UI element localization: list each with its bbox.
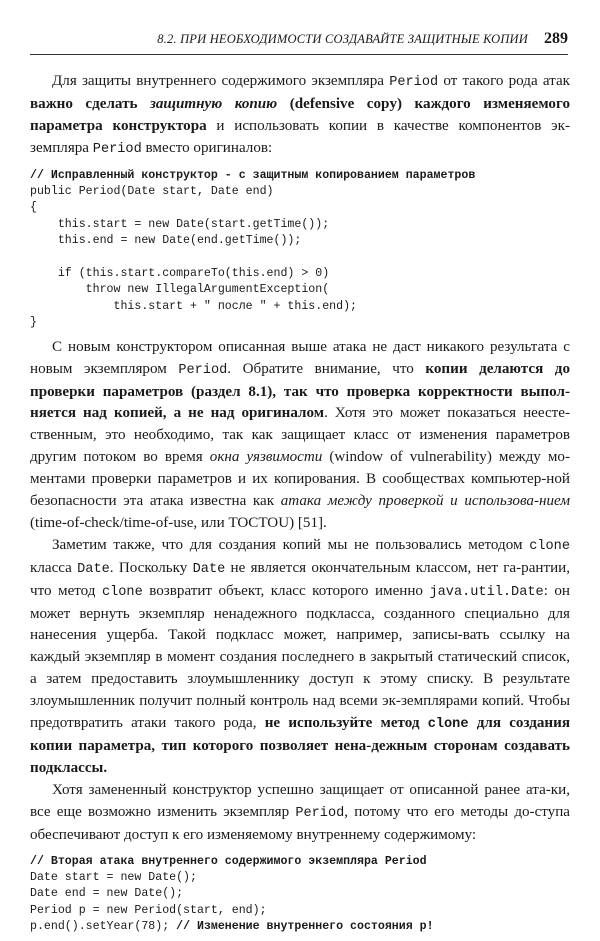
code-listing-2 bbox=[30, 854, 570, 936]
code-line: } bbox=[30, 316, 37, 330]
inline-code: Date bbox=[192, 561, 226, 577]
code-line: this.start + " после " + this.end); bbox=[30, 299, 357, 313]
inline-code: Period bbox=[92, 141, 142, 157]
bold-text: копии делаются до проверки параметров (раздел 8.1), так что проверка корректности выпол-няется над копией, а не над оригиналом bbox=[30, 360, 570, 422]
code-line: this.end = new Date(end.getTime()); bbox=[30, 234, 302, 248]
running-header bbox=[30, 30, 568, 56]
page-body bbox=[30, 71, 570, 941]
paragraph-1: Для защиты внутреннего содержимого экземпляра Period от такого рода атак важно сделать защитную копию (defensive copy) каждого изменяемого параметра конструктора и использовать копии в качестве компонентов эк-земпляра Period вместо оригиналов: bbox=[30, 73, 570, 157]
code-line: { bbox=[30, 201, 37, 215]
code-listing-1 bbox=[30, 168, 570, 332]
code-line: public Period(Date start, Date end) bbox=[30, 185, 274, 199]
chapter-section-title: 8.2. ПРИ НЕОБХОДИМОСТИ СОЗДАВАЙТЕ ЗАЩИТНЫЕ КОПИИ bbox=[157, 32, 528, 46]
code-line: Date start = new Date(); bbox=[30, 870, 197, 884]
page-number: 289 bbox=[544, 30, 568, 47]
code-comment: // Изменение внутреннего состояния p! bbox=[176, 920, 434, 934]
inline-code: clone bbox=[101, 584, 143, 600]
italic-term: окна уязвимости bbox=[209, 449, 323, 466]
inline-code: Period bbox=[295, 805, 345, 821]
inline-code: Period bbox=[178, 362, 228, 378]
header-rule bbox=[30, 54, 568, 55]
code-comment: // Вторая атака внутреннего содержимого экземпляра Period bbox=[30, 854, 427, 868]
inline-code: clone bbox=[529, 538, 570, 554]
code-line: p.end().setYear(78); bbox=[30, 920, 177, 934]
code-line: Period p = new Period(start, end); bbox=[30, 903, 267, 917]
code-line: Date end = new Date(); bbox=[30, 887, 184, 901]
code-line: if (this.start.compareTo(this.end) > 0) bbox=[30, 267, 330, 281]
inline-code: java.util.Date bbox=[429, 584, 544, 600]
code-line: throw new IllegalArgumentException( bbox=[30, 283, 330, 297]
inline-code: Period bbox=[389, 75, 439, 90]
paragraph-2: С новым конструктором описанная выше атака не даст никакого результата с новым экземпляром Period. Обратите внимание, что копии делаются до проверки параметров (раздел 8.1), так что проверка корректности выпол-няется над копией, а не над оригиналом. Хотя это может показаться неесте-ственным, это необходимо, так как защищает класс от изменения параметров другим потоком во время окна уязвимости (window of vulnerability) между мо-ментами проверки параметров и их копирования. В сообществах компьютер-ной безопасности эта атака известна как атака между проверкой и использова-нием (time-of-check/time-of-use, или TOCTOU) [51]. bbox=[30, 338, 570, 531]
inline-code: Date bbox=[77, 561, 110, 577]
paragraph-3: Заметим также, что для создания копий мы не пользовались методом clone класса Date. Поскольку Date не является окончательным классом, нет га-рантии, что метод clone возвратит объект, класс которого именно java.util.Date: он может вернуть экземпляр ненадежного подкласса, созданного специально для нанесения ущерба. Такой подкласс может, например, записы-вать ссылку на каждый экземпляр в момент создания последнего в закрытый статический список, а затем предоставить злоумышленнику доступ к этому списку. В результате злоумышленник получит полный контроль над всеми эк-земплярами копий. Чтобы предотвратить атаки такого рода, не используйте метод clone для создания копии параметра, тип которого позволяет нена-дежным сторонам создавать подклассы. bbox=[30, 536, 571, 776]
code-comment: // Исправленный конструктор - с защитным копированием параметров bbox=[30, 168, 476, 182]
bold-text: не используйте метод clone для создания копии параметра, тип которого позволяет нена-дежным сторонам создавать подклассы. bbox=[30, 715, 570, 776]
code-line: this.start = new Date(start.getTime()); bbox=[30, 217, 330, 231]
italic-term: атака между проверкой и использова-нием bbox=[280, 493, 570, 510]
paragraph-4: Хотя замененный конструктор успешно защищает от описанной ранее ата-ки, все еще возможно изменить экземпляр Period, потому что его методы до-ступа обеспечивают доступ к его изменяемому внутреннему содержимому: bbox=[30, 781, 570, 843]
bold-text: важно сделать защитную копию (defensive copy) каждого изменяемого параметра конструктора bbox=[30, 95, 570, 134]
